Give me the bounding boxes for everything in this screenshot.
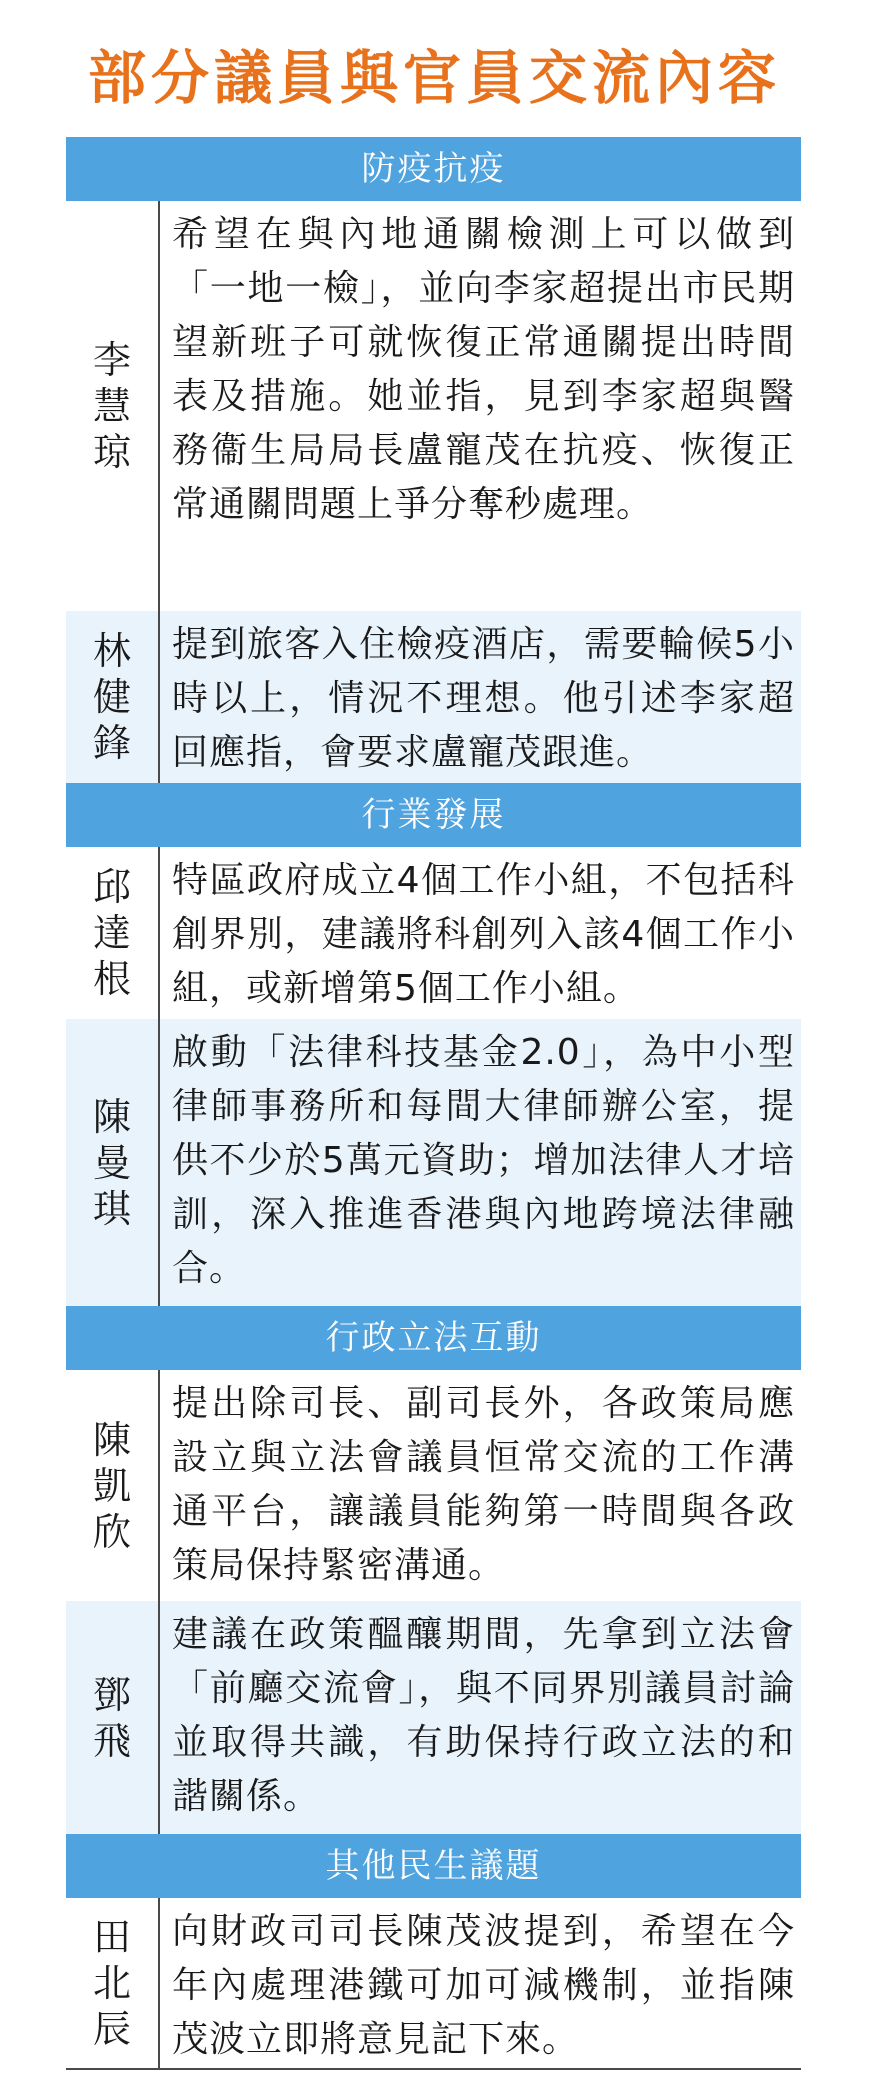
exchange-content: 提出除司長、副司長外，各政策局應設立與立法會議員恒常交流的工作溝通平台，讓議員能夠第一時間與各政策局保持緊密溝通。: [172, 1383, 795, 1586]
table-row: [66, 201, 801, 611]
table-row: [66, 1370, 801, 1601]
exchange-content: 特區政府成立4個工作小組，不包括科創界別，建議將科創列入該4個工作小組，或新增第5個工作小組。: [172, 860, 795, 1009]
member-name-cell: [66, 847, 160, 1019]
table-bottom-rule: [66, 2068, 801, 2070]
exchange-table: [66, 137, 801, 2070]
table-row: [66, 1601, 801, 1834]
table-row: [66, 847, 801, 1019]
exchange-content: 建議在政策醞釀期間，先拿到立法會「前廳交流會」，與不同界別議員討論並取得共識，有助保持行政立法的和諧關係。: [172, 1614, 795, 1817]
member-name-cell: [66, 611, 160, 783]
page-title: 部分議員與官員交流內容: [87, 44, 781, 112]
table-row: [66, 611, 801, 783]
section-header-executive-legislative: 行政立法互動: [66, 1306, 801, 1370]
section-header-anti-epidemic: 防疫抗疫: [66, 137, 801, 201]
member-name-cell: [66, 1898, 160, 2068]
exchange-content: 提到旅客入住檢疫酒店，需要輪候5小時以上，情況不理想。他引述李家超回應指，會要求盧寵茂跟進。: [172, 624, 795, 773]
member-name: 邱達根: [92, 865, 131, 1001]
member-name: 鄧飛: [92, 1672, 131, 1763]
table-row: [66, 1019, 801, 1306]
member-name-cell: [66, 1601, 160, 1834]
member-name-cell: [66, 201, 160, 611]
exchange-content: 向財政司司長陳茂波提到，希望在今年內處理港鐵可加可減機制，並指陳茂波立即將意見記下來。: [172, 1911, 795, 2060]
member-name: 田北辰: [92, 1915, 131, 2051]
member-name-cell: [66, 1370, 160, 1601]
member-name: 陳凱欣: [92, 1417, 131, 1554]
exchange-content: 啟動「法律科技基金2.0」，為中小型律師事務所和每間大律師辦公室，提供不少於5萬元資助；增加法律人才培訓，深入推進香港與內地跨境法律融合。: [172, 1032, 795, 1289]
section-header-industry-development: 行業發展: [66, 783, 801, 847]
member-name-cell: [66, 1019, 160, 1306]
member-name: 陳曼琪: [92, 1094, 131, 1231]
member-name: 林健鋒: [92, 629, 131, 765]
section-header-livelihood: 其他民生議題: [66, 1834, 801, 1898]
member-name: 李慧琼: [92, 338, 131, 474]
exchange-content: 希望在與內地通關檢測上可以做到「一地一檢」，並向李家超提出市民期望新班子可就恢復正常通關提出時間表及措施。她並指，見到李家超與醫務衞生局局長盧寵茂在抗疫、恢復正常通關問題上爭分奪秒處理。: [172, 214, 795, 525]
table-row: [66, 1898, 801, 2068]
